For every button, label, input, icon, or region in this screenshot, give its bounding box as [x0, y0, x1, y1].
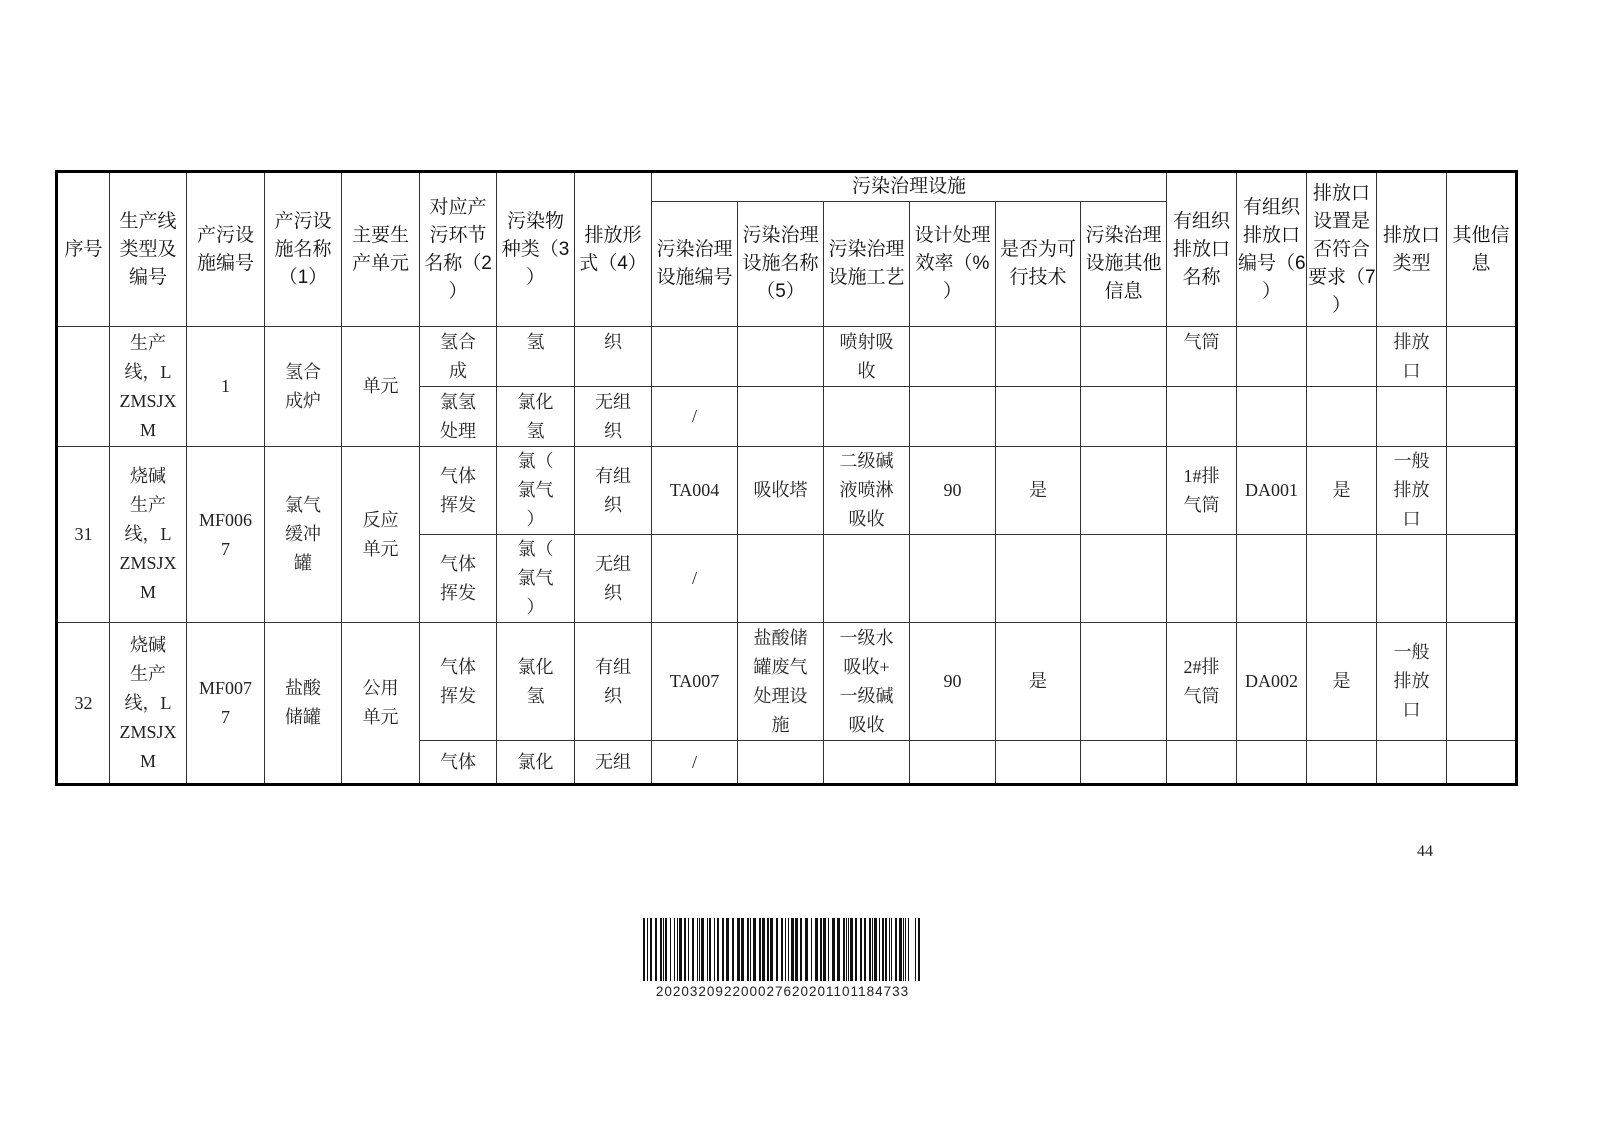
- barcode-bar: [823, 918, 826, 981]
- outlet-code-cell: DA001: [1237, 447, 1307, 535]
- barcode-bar: [791, 918, 794, 981]
- barcode-bar: [647, 918, 648, 981]
- facility-name-cell: 氢合 成炉: [265, 327, 342, 447]
- outlet-compliant-cell: [1307, 327, 1377, 387]
- header-control-code: 污染治理 设施编号: [652, 202, 738, 327]
- seq-cell: 31: [57, 447, 110, 623]
- barcode-bar: [903, 918, 904, 981]
- other-info-cell: [1447, 623, 1517, 741]
- outlet-type-cell: [1377, 741, 1447, 785]
- barcode-bar: [770, 918, 773, 981]
- control-tech-cell: 二级碱 液喷淋 吸收: [824, 447, 910, 535]
- outlet-type-cell: 一般 排放 口: [1377, 623, 1447, 741]
- barcode-bar: [776, 918, 778, 981]
- pollutant-cell: 氯化: [497, 741, 575, 785]
- control-name-cell: [738, 387, 824, 447]
- barcode-number: 202032092200027620201101184733: [655, 984, 910, 999]
- control-tech-cell: 喷射吸 收: [824, 327, 910, 387]
- process-cell: 气体 挥发: [420, 535, 497, 623]
- header-production-line: 生产线 类型及 编号: [110, 172, 187, 327]
- outlet-name-cell: [1167, 535, 1237, 623]
- outlet-code-cell: [1237, 387, 1307, 447]
- barcode-bar: [918, 918, 920, 981]
- efficiency-cell: [910, 387, 996, 447]
- barcode-bar: [759, 918, 761, 981]
- efficiency-cell: [910, 741, 996, 785]
- barcode-bars: [643, 918, 920, 981]
- barcode-bar: [879, 918, 880, 981]
- barcode-bar: [692, 918, 694, 981]
- barcode-bar: [660, 918, 662, 981]
- header-outlet-code: 有组织 排放口 编号（6 ）: [1237, 172, 1307, 327]
- control-code-cell: /: [652, 387, 738, 447]
- barcode-bar: [895, 918, 897, 981]
- control-name-cell: [738, 535, 824, 623]
- barcode-bar: [701, 918, 704, 981]
- barcode-bar: [785, 918, 786, 981]
- outlet-type-cell: [1377, 387, 1447, 447]
- discharge-form-cell: 无组 织: [575, 387, 652, 447]
- pollutant-cell: 氢: [497, 327, 575, 387]
- barcode-bar: [889, 918, 890, 981]
- barcode-bar: [717, 918, 719, 981]
- barcode-bar: [722, 918, 724, 981]
- process-cell: 气体 挥发: [420, 623, 497, 741]
- header-seq: 序号: [57, 172, 110, 327]
- feasible-tech-cell: [996, 387, 1081, 447]
- barcode-bar: [788, 918, 789, 981]
- other-info-cell: [1447, 535, 1517, 623]
- barcode-bar: [837, 918, 840, 981]
- barcode-bar: [915, 918, 916, 981]
- production-unit-cell: 反应 单元: [342, 447, 420, 623]
- control-tech-cell: [824, 535, 910, 623]
- facility-name-cell: 盐酸 储罐: [265, 623, 342, 785]
- barcode-bar: [741, 918, 744, 981]
- barcode-bar: [800, 918, 802, 981]
- control-code-cell: TA004: [652, 447, 738, 535]
- barcode-bar: [811, 918, 812, 981]
- facility-code-cell: 1: [187, 327, 265, 447]
- control-name-cell: [738, 741, 824, 785]
- barcode-bar: [684, 918, 686, 981]
- control-code-cell: /: [652, 741, 738, 785]
- barcode-bar: [677, 918, 678, 981]
- barcode-bar: [643, 918, 645, 981]
- barcode-bar: [663, 918, 664, 981]
- efficiency-cell: [910, 535, 996, 623]
- control-tech-cell: [824, 387, 910, 447]
- table-row: [57, 327, 1517, 387]
- header-outlet-name: 有组织 排放口 名称: [1167, 172, 1237, 327]
- outlet-compliant-cell: [1307, 387, 1377, 447]
- control-other-cell: [1081, 327, 1167, 387]
- barcode-bar: [714, 918, 715, 981]
- header-row-top: [57, 172, 1517, 202]
- barcode-bar: [699, 918, 700, 981]
- control-other-cell: [1081, 447, 1167, 535]
- barcode-bar: [709, 918, 711, 981]
- barcode-bar: [762, 918, 765, 981]
- outlet-code-cell: [1237, 327, 1307, 387]
- facility-name-cell: 氯气 缓冲 罐: [265, 447, 342, 623]
- barcode-bar: [855, 918, 857, 981]
- header-production-unit: 主要生 产单元: [342, 172, 420, 327]
- process-cell: 气体 挥发: [420, 447, 497, 535]
- other-info-cell: [1447, 387, 1517, 447]
- discharge-form-cell: 无组 织: [575, 535, 652, 623]
- table-row: [57, 447, 1517, 535]
- page-number: 44: [1417, 843, 1433, 860]
- seq-cell: 32: [57, 623, 110, 785]
- discharge-form-cell: 有组 织: [575, 447, 652, 535]
- barcode-bar: [848, 918, 849, 981]
- header-other-info: 其他信 息: [1447, 172, 1517, 327]
- barcode-bar: [860, 918, 862, 981]
- barcode-bar: [650, 918, 652, 981]
- barcode-bar: [908, 918, 909, 981]
- production-line-cell: 烧碱 生产 线，L ZMSJX M: [110, 447, 187, 623]
- barcode: [643, 918, 922, 981]
- barcode-bar: [737, 918, 740, 981]
- feasible-tech-cell: [996, 741, 1081, 785]
- feasible-tech-cell: 是: [996, 623, 1081, 741]
- outlet-type-cell: [1377, 535, 1447, 623]
- control-other-cell: [1081, 535, 1167, 623]
- pollutant-cell: 氯化 氢: [497, 623, 575, 741]
- outlet-code-cell: DA002: [1237, 623, 1307, 741]
- seq-cell: [57, 327, 110, 447]
- table-row: [57, 623, 1517, 741]
- header-control-name: 污染治理 设施名称 （5）: [738, 202, 824, 327]
- facility-code-cell: MF007 7: [187, 623, 265, 785]
- barcode-bar: [670, 918, 671, 981]
- feasible-tech-cell: 是: [996, 447, 1081, 535]
- feasible-tech-cell: [996, 535, 1081, 623]
- barcode-bar: [688, 918, 689, 981]
- barcode-bar: [874, 918, 877, 981]
- barcode-bar: [820, 918, 822, 981]
- outlet-type-cell: 一般 排放 口: [1377, 447, 1447, 535]
- pollutant-cell: 氯（ 氯气 ）: [497, 535, 575, 623]
- efficiency-cell: 90: [910, 623, 996, 741]
- outlet-type-cell: 排放 口: [1377, 327, 1447, 387]
- pollution-facility-table: [55, 170, 1518, 786]
- barcode-bar: [753, 918, 756, 981]
- barcode-bar: [674, 918, 675, 981]
- barcode-bar: [905, 918, 906, 981]
- control-code-cell: TA007: [652, 623, 738, 741]
- production-line-cell: 烧碱 生产 线，L ZMSJX M: [110, 623, 187, 785]
- barcode-bar: [843, 918, 845, 981]
- production-unit-cell: 单元: [342, 327, 420, 447]
- header-pollutant: 污染物 种类（3 ）: [497, 172, 575, 327]
- discharge-form-cell: 有组 织: [575, 623, 652, 741]
- header-process: 对应产 污环节 名称（2 ）: [420, 172, 497, 327]
- barcode-bar: [864, 918, 866, 981]
- barcode-bar: [828, 918, 829, 981]
- outlet-compliant-cell: 是: [1307, 623, 1377, 741]
- barcode-bar: [832, 918, 835, 981]
- control-code-cell: [652, 327, 738, 387]
- barcode-bar: [882, 918, 884, 981]
- header-feasible-tech: 是否为可 行技术: [996, 202, 1081, 327]
- outlet-name-cell: [1167, 741, 1237, 785]
- barcode-bar: [747, 918, 749, 981]
- efficiency-cell: 90: [910, 447, 996, 535]
- header-facility-code: 产污设 施编号: [187, 172, 265, 327]
- barcode-bar: [869, 918, 871, 981]
- outlet-code-cell: [1237, 741, 1307, 785]
- control-code-cell: /: [652, 535, 738, 623]
- process-cell: 氯氢 处理: [420, 387, 497, 447]
- control-tech-cell: [824, 741, 910, 785]
- outlet-compliant-cell: 是: [1307, 447, 1377, 535]
- barcode-bar: [891, 918, 892, 981]
- discharge-form-cell: 无组: [575, 741, 652, 785]
- facility-code-cell: MF006 7: [187, 447, 265, 623]
- pollutant-cell: 氯（ 氯气 ）: [497, 447, 575, 535]
- outlet-name-cell: [1167, 387, 1237, 447]
- header-outlet-compliant: 排放口 设置是 否符合 要求（7 ）: [1307, 172, 1377, 327]
- barcode-bar: [781, 918, 783, 981]
- outlet-name-cell: 气筒: [1167, 327, 1237, 387]
- outlet-compliant-cell: [1307, 741, 1377, 785]
- barcode-bar: [750, 918, 751, 981]
- barcode-bar: [697, 918, 698, 981]
- control-name-cell: 盐酸储 罐废气 处理设 施: [738, 623, 824, 741]
- outlet-code-cell: [1237, 535, 1307, 623]
- barcode-bar: [655, 918, 657, 981]
- header-facility-name: 产污设 施名称 （1）: [265, 172, 342, 327]
- control-tech-cell: 一级水 吸收+ 一级碱 吸收: [824, 623, 910, 741]
- production-line-cell: 生产 线，L ZMSJX M: [110, 327, 187, 447]
- control-other-cell: [1081, 741, 1167, 785]
- header-discharge-form: 排放形 式（4）: [575, 172, 652, 327]
- control-other-cell: [1081, 623, 1167, 741]
- barcode-bar: [872, 918, 873, 981]
- control-name-cell: 吸收塔: [738, 447, 824, 535]
- barcode-bar: [726, 918, 729, 981]
- pollutant-cell: 氯化 氢: [497, 387, 575, 447]
- other-info-cell: [1447, 447, 1517, 535]
- outlet-name-cell: 2#排 气筒: [1167, 623, 1237, 741]
- process-cell: 气体: [420, 741, 497, 785]
- other-info-cell: [1447, 327, 1517, 387]
- header-control-tech: 污染治理 设施工艺: [824, 202, 910, 327]
- header-outlet-type: 排放口 类型: [1377, 172, 1447, 327]
- barcode-bar: [707, 918, 708, 981]
- barcode-bar: [665, 918, 667, 981]
- control-other-cell: [1081, 387, 1167, 447]
- header-control-facility-group: 污染治理设施: [652, 172, 1167, 202]
- production-unit-cell: 公用 单元: [342, 623, 420, 785]
- outlet-compliant-cell: [1307, 535, 1377, 623]
- barcode-bar: [795, 918, 798, 981]
- barcode-bar: [732, 918, 734, 981]
- feasible-tech-cell: [996, 327, 1081, 387]
- barcode-bar: [767, 918, 769, 981]
- barcode-bar: [885, 918, 887, 981]
- barcode-bar: [846, 918, 847, 981]
- barcode-bar: [805, 918, 808, 981]
- header-efficiency: 设计处理 效率（% ）: [910, 202, 996, 327]
- discharge-form-cell: 织: [575, 327, 652, 387]
- barcode-bar: [899, 918, 902, 981]
- control-name-cell: [738, 327, 824, 387]
- other-info-cell: [1447, 741, 1517, 785]
- efficiency-cell: [910, 327, 996, 387]
- process-cell: 氢合 成: [420, 327, 497, 387]
- outlet-name-cell: 1#排 气筒: [1167, 447, 1237, 535]
- barcode-bar: [850, 918, 853, 981]
- barcode-bar: [815, 918, 818, 981]
- barcode-bar: [679, 918, 682, 981]
- header-control-other: 污染治理 设施其他 信息: [1081, 202, 1167, 327]
